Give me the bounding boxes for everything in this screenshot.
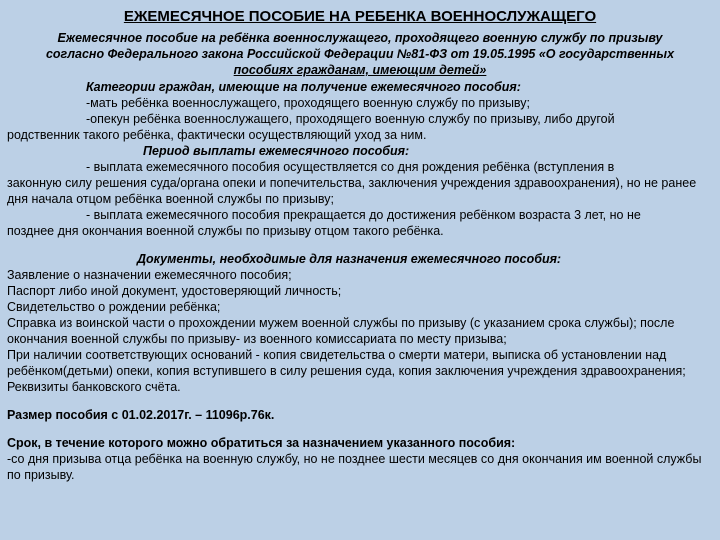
document-item: Справка из воинской части о прохождении мужем военной службы по призыву (с указанием срока службы); после окончания военной службы по призыву- из военного комиссариата по месту призыва; bbox=[7, 316, 675, 346]
categories-item-2-rest: родственник такого ребёнка, фактически осуществляющий уход за ним. bbox=[7, 128, 427, 142]
document-item: Заявление о назначении ежемесячного пособия; bbox=[7, 268, 292, 282]
document-item: Паспорт либо иной документ, удостоверяющий личность; bbox=[7, 284, 342, 298]
deadline-text: -со дня призыва отца ребёнка на военную службу, но не позднее шести месяцев со дня окончания им военной службы по призыву. bbox=[7, 452, 702, 482]
categories-item-2-start: -опекун ребёнка военнослужащего, проходящего военную службу по призыву, либо другой bbox=[86, 112, 615, 126]
categories-item-1: -мать ребёнка военнослужащего, проходящего военную службу по призыву; bbox=[86, 96, 531, 110]
intro-line-1: Ежемесячное пособие на ребёнка военнослужащего, проходящего военную службу по призыву bbox=[57, 31, 663, 45]
documents-header: Документы, необходимые для назначения ежемесячного пособия: bbox=[137, 252, 562, 266]
period-item-1-rest: законную силу решения суда/органа опеки и попечительства, заключения учреждения здравоохранения), но не ранее дня начала отцом ребёнка военной службы по призыву; bbox=[7, 176, 697, 206]
page-title: ЕЖЕМЕСЯЧНОЕ ПОСОБИЕ НА РЕБЕНКА ВОЕННОСЛУЖАЩЕГО bbox=[123, 8, 597, 25]
categories-header: Категории граждан, имеющие на получение ежемесячного пособия: bbox=[86, 80, 521, 94]
period-item-2-rest: позднее дня окончания военной службы по призыву отцом такого ребёнка. bbox=[7, 224, 444, 238]
document-item: Свидетельство о рождении ребёнка; bbox=[7, 300, 221, 314]
intro-text bbox=[10, 30, 710, 78]
deadline-header: Срок, в течение которого можно обратиться за назначением указанного пособия: bbox=[7, 436, 516, 450]
document-item: Реквизиты банковского счёта. bbox=[7, 380, 181, 394]
intro-line-2: согласно Федерального закона Российской Федерации №81-ФЗ от 19.05.1995 «О государственных bbox=[45, 47, 675, 61]
main-content bbox=[7, 79, 715, 483]
period-item-2-start: - выплата ежемесячного пособия прекращается до достижения ребёнком возраста 3 лет, но не bbox=[86, 208, 641, 222]
period-item-1-start: - выплата ежемесячного пособия осуществляется со дня рождения ребёнка (вступления в bbox=[86, 160, 615, 174]
intro-line-3: пособиях гражданам, имеющим детей» bbox=[233, 63, 487, 77]
period-header: Период выплаты ежемесячного пособия: bbox=[143, 144, 410, 158]
amount-text: Размер пособия с 01.02.2017г. – 11096р.76к. bbox=[7, 408, 275, 422]
document-item: При наличии соответствующих оснований - копия свидетельства о смерти матери, выписка об установлении над ребёнком(детьми) опеки, копия вступившего в силу решения суда, копия заключения учреждения здравоохранения; bbox=[7, 348, 686, 378]
